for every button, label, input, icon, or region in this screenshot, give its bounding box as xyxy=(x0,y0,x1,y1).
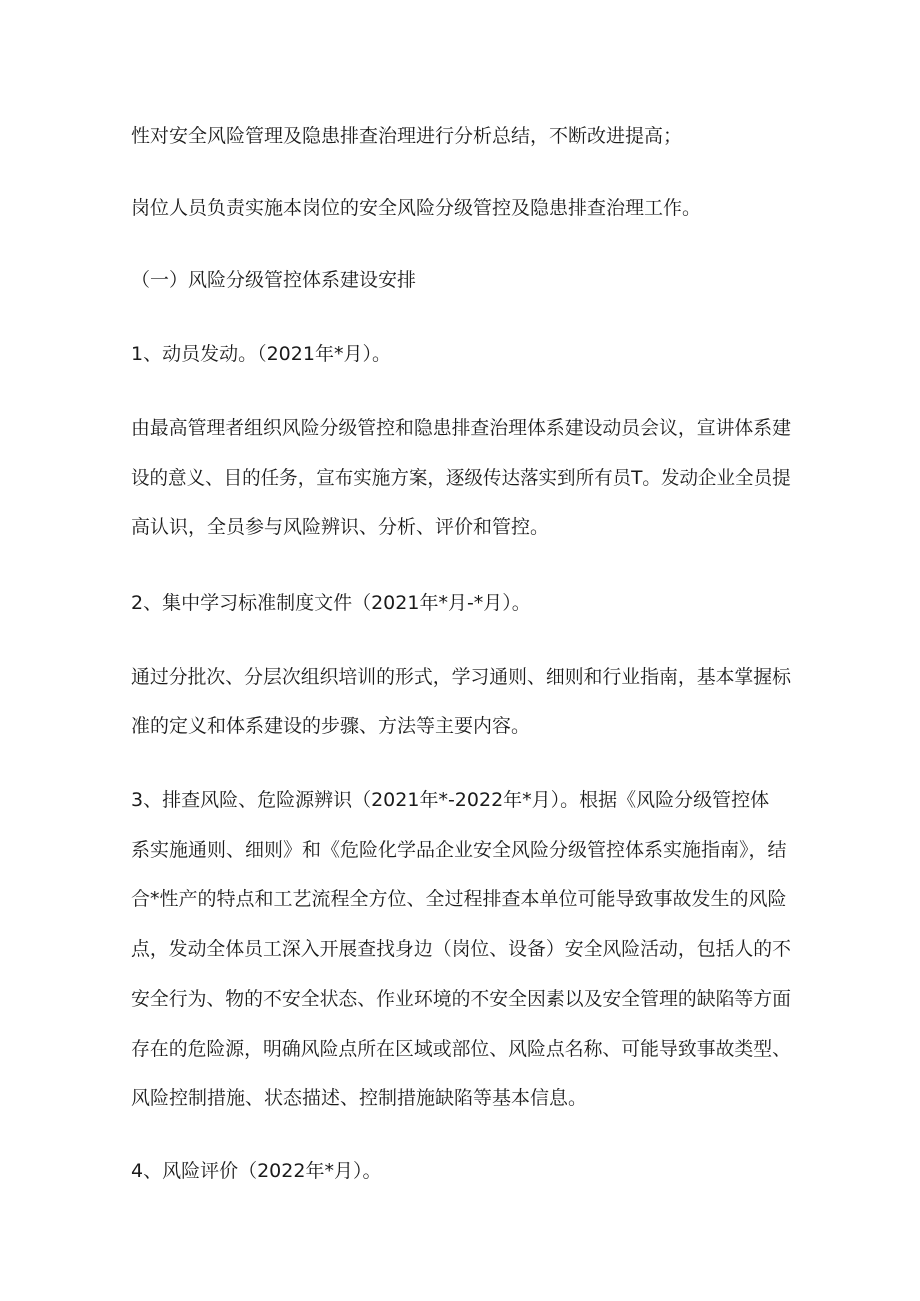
step-1-line-1: 由最高管理者组织风险分级管控和隐患排查治理体系建设动员会议，宣讲体系建 xyxy=(131,417,792,439)
paragraph-summary: 性对安全风险管理及隐患排查治理进行分析总结，不断改进提高； xyxy=(131,125,683,147)
step-3-line-2: 系实施通则、细则》和《危险化学品企业安全风险分级管控体系实施指南》，结 xyxy=(131,839,787,861)
step-1-title: 1、动员发动。（2021年*月）。 xyxy=(131,343,391,365)
step-2-title: 2、集中学习标准制度文件（2021年*月-*月）。 xyxy=(131,592,531,614)
step-3-line-1: 3、排查风险、危险源辨识（2021年*-2022年*月）。根据《风险分级管控体 xyxy=(131,789,770,811)
paragraph-post-staff: 岗位人员负责实施本岗位的安全风险分级管控及隐患排查治理工作。 xyxy=(131,197,702,219)
step-3-line-7: 风险控制措施、状态描述、控制措施缺陷等基本信息。 xyxy=(131,1087,588,1109)
step-2-line-1: 通过分批次、分层次组织培训的形式，学习通则、细则和行业指南，基本掌握标 xyxy=(131,666,792,688)
step-4-title: 4、风险评价（2022年*月）。 xyxy=(131,1160,382,1182)
step-3-line-3: 合*性产的特点和工艺流程全方位、全过程排查本单位可能导致事故发生的风险 xyxy=(131,888,787,910)
step-1-line-3: 高认识，全员参与风险辨识、分析、评价和管控。 xyxy=(131,516,550,538)
section-heading: （一）风险分级管控体系建设安排 xyxy=(131,269,417,291)
step-3-line-4: 点，发动全体员工深入开展查找身边（岗位、设备）安全风险活动，包括人的不 xyxy=(131,938,792,960)
step-3-line-5: 安全行为、物的不安全状态、作业环境的不安全因素以及安全管理的缺陷等方面 xyxy=(131,988,792,1010)
step-3-line-6: 存在的危险源，明确风险点所在区域或部位、风险点名称、可能导致事故类型、 xyxy=(131,1038,792,1060)
step-2-line-2: 准的定义和体系建设的步骤、方法等主要内容。 xyxy=(131,715,531,737)
step-1-line-2: 设的意义、目的任务，宣布实施方案，逐级传达落实到所有员T。发动企业全员提 xyxy=(131,467,791,489)
